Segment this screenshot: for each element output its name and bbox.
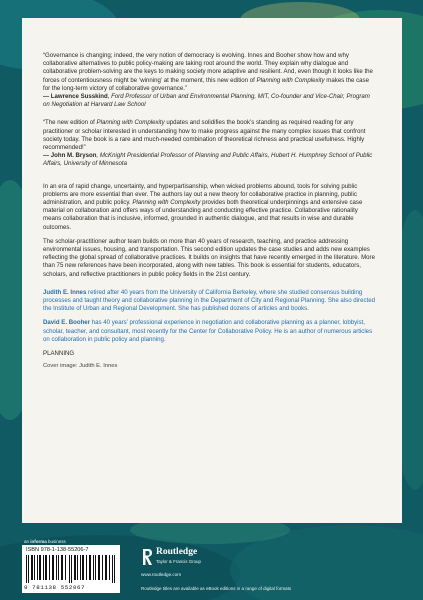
barcode-digits: 9 781138 552067 [24,584,86,591]
cover-image-credit: Cover image: Judith E. Innes [43,363,118,370]
description-paragraph-2: The scholar-practitioner author team builds on more than 40 years of research, teaching, and practice addressing environmental issues, housing, and transportation. This second edition updates the case studies and adds new examples reflecting the global spread of collaborative practices. It builds on insights that have recently emerged in the literature. More than 75 new references have been incorporated, along with new tables. This book is essential for students, educators, scholars, and reflective practitioners in public policy fields in the 21st century. [43,237,375,278]
barcode-block [22,545,120,593]
quote-2-attribution: — John M. Bryson, McKnight Presidential Professor of Planning and Public Affairs, Hubert H. Humphrey School of Public Affairs, University of Minnesota [43,152,373,168]
publisher-group: Taylor & Francis Group [156,559,201,564]
quote-1-attribution: — Lawrence Susskind, Ford Professor of Urban and Environmental Planning, MIT, Co-founder and Vice-Chair, Program on Negotiation at Harvard Law School [43,93,370,109]
publisher-name: Routledge [156,547,198,557]
ebook-availability-note: Routledge titles are available as eBook editions in a range of digital formats [141,586,292,591]
barcode-image [26,555,116,583]
endorsement-quote-2: “The new edition of Planning with Complexity updates and solidifies the book’s standing as required reading for any practitioner or scholar interested in understanding how to make progress against the many complex issues that confront society today. The book is a rare and much-needed combination of theoretical richness and practical usefulness. Highly recommended!” — John M. Bryson, McKnight Presidential Professor of Planning and Public Affairs, Hubert H. Humphrey School of Public Affairs, University of Minnesota [43,119,375,168]
isbn-number: ISBN 978-1-138-55206-7 [26,547,89,553]
author-bio-innes: Judith E. Innes retired after 40 years from the University of California Berkeley, where she studied consensus building processes and taught theory and collaborative planning in the Department of City and Regional Planning. She also directed the Institute of Urban and Regional Development. She has published dozens of articles and books. [43,288,375,313]
informa-business-mark: an informa business [24,539,66,544]
routledge-logo-icon [141,548,153,566]
author-bio-booher: David E. Booher has 40 years’ professional experience in negotiation and collaborative planning as a planner, lobbyist, scholar, teacher, and consultant, most recently for the Center for Collaborative Policy. He is an author of numerous articles on collaboration in public policy and planning. [43,319,373,343]
endorsement-quote-1: “Governance is changing; indeed, the very notion of democracy is evolving. Innes and Booher show how and why collaborative alternatives to public policy-making are taking root around the world. They explain why dialogue and collaborative problem-solving are the keys to making society more adaptive and resilient. And, even though it looks like the forces of contentiousness might be ‘winning’ at the moment, this new edition of Planning with Complexity makes the case for the long-term victory of collaborative governance.” — Lawrence Susskind, Ford Professor of Urban and Environmental Planning, MIT, Co-founder and Vice-Chair, Program on Negotiation at Harvard Law School [43,52,375,109]
subject-category: PLANNING [43,350,75,358]
publisher-url[interactable]: www.routledge.com [141,572,182,577]
back-cover-text-panel [22,18,402,523]
description-paragraph-1: In an era of rapid change, uncertainty, and hyperpartisanship, when wicked problems abound, tools for solving public problems are more essential than ever. The authors lay out a new theory for collaborative practice in planning, public administration, and public policy. Planning with Complexity provides both theoretical underpinnings and extensive case material on collaboration and offers ways of understanding and conducting effective practice. Collaborative rationality means collaboration that is inclusive, informed, grounded in authentic dialogue, and that results in wise and durable outcomes. [43,182,363,231]
